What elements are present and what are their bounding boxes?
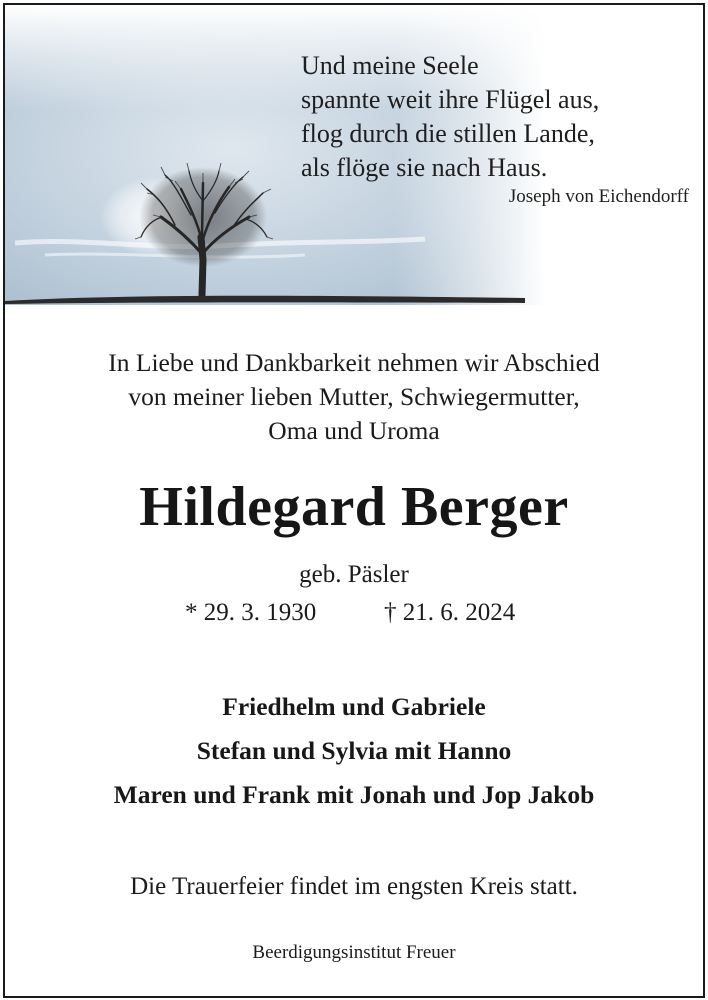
- funeral-home: Beerdigungsinstitut Freuer: [252, 942, 456, 963]
- service-note: Die Trauerfeier findet im engsten Kreis statt.: [130, 873, 578, 900]
- death-date: † 21. 6. 2024: [384, 599, 516, 626]
- poem-line: als flöge sie nach Haus.: [301, 153, 548, 182]
- intro-line: Oma und Uroma: [268, 416, 440, 445]
- obituary-notice: [3, 3, 705, 998]
- deceased-name: Hildegard Berger: [139, 476, 569, 538]
- birth-name: geb. Päsler: [299, 561, 409, 588]
- intro-line: In Liebe und Dankbarkeit nehmen wir Abschied: [108, 348, 600, 377]
- poem-line: flog durch die stillen Lande,: [301, 119, 595, 148]
- mourner-entry: Stefan und Sylvia mit Hanno: [196, 736, 512, 765]
- intro-line: von meiner lieben Mutter, Schwiegermutter,: [128, 382, 580, 411]
- farewell-intro: [5, 346, 703, 448]
- poem-line: Und meine Seele: [301, 51, 479, 80]
- poem-author: Joseph von Eichendorff: [508, 186, 689, 207]
- birth-date: * 29. 3. 1930: [185, 599, 317, 626]
- mourner-entry: Maren und Frank mit Jonah und Jop Jakob: [113, 780, 595, 809]
- poem-line: spannte weit ihre Flügel aus,: [301, 85, 600, 114]
- mourners-list: [5, 685, 703, 817]
- mourner-entry: Friedhelm und Gabriele: [222, 692, 486, 721]
- poem: [301, 49, 691, 185]
